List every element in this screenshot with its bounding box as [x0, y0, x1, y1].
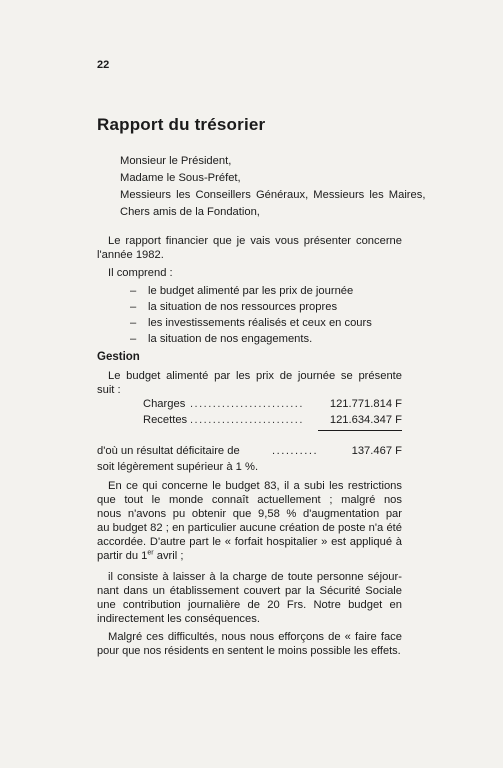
intro-comprend: Il comprend : — [108, 267, 173, 279]
forfait-line: il consiste à laisser à la charge de toute personne séjour- — [108, 571, 402, 583]
superieur-line: soit légèrement supérieur à 1 %. — [97, 461, 259, 473]
intro-line: l'année 1982. — [97, 249, 164, 261]
deficit-amount: 137.467 F — [351, 445, 402, 457]
closing-line: pour que nos résidents en sentent le moins possible les effets. — [97, 645, 401, 657]
list-item: la situation de nos ressources propres — [148, 301, 338, 313]
page-number: 22 — [97, 59, 110, 71]
recettes-amount: 121.634.347 F — [329, 414, 402, 426]
date-text: partir du 1 — [97, 550, 148, 562]
budget83-line-last — [97, 550, 183, 563]
section-heading-gestion: Gestion — [97, 351, 140, 363]
list-item: les investissements réalisés et ceux en cours — [148, 317, 372, 329]
recettes-label: Recettes — [143, 414, 188, 426]
budget83-line: au budget 82 ; en particulier aucune création de poste n'a été — [97, 522, 402, 534]
forfait-line: une contribution journalière de 20 Frs. Notre budget en — [97, 599, 402, 611]
budget83-line: En ce qui concerne le budget 83, il a subi les restrictions — [108, 480, 402, 492]
salutation-line: Chers amis de la Fondation, — [120, 206, 260, 218]
leader-dots: ......................... — [190, 414, 304, 426]
salutation-line: Madame le Sous-Préfet, — [120, 172, 241, 184]
charges-label: Charges — [143, 398, 186, 410]
sum-rule — [318, 430, 402, 431]
gestion-line: Le budget alimenté par les prix de journée se présente — [108, 370, 402, 382]
list-dash: – — [130, 317, 137, 329]
charges-amount: 121.771.814 F — [329, 398, 402, 410]
list-dash: – — [130, 333, 137, 345]
list-dash: – — [130, 301, 137, 313]
budget83-line: accordée. D'autre part le « forfait hospitalier » est appliqué à — [97, 536, 402, 548]
forfait-line: indirectement les conséquences. — [97, 613, 260, 625]
budget83-line: que tout le monde connaît actuellement ; malgré nos — [97, 494, 402, 506]
closing-line: Malgré ces difficultés, nous nous efforçons de « faire face — [108, 631, 402, 643]
list-dash: – — [130, 285, 137, 297]
date-text-end: avril ; — [153, 550, 184, 562]
list-item: le budget alimenté par les prix de journée — [148, 285, 354, 297]
deficit-label: d'où un résultat déficitaire de — [97, 445, 240, 457]
budget83-line: nous n'avons pu obtenir que 9,58 % d'augmentation par — [97, 508, 402, 520]
forfait-line: nant dans un établissement couvert par la Sécurité Sociale — [97, 585, 402, 597]
gestion-line: suit : — [97, 384, 121, 396]
deficit-dots: .......... — [272, 445, 319, 457]
intro-line: Le rapport financier que je vais vous présenter concerne — [108, 235, 402, 247]
list-item: la situation de nos engagements. — [148, 333, 313, 345]
salutation-line: Monsieur le Président, — [120, 155, 232, 167]
salutation-line: Messieurs les Conseillers Généraux, Messieurs les Maires, — [120, 189, 426, 201]
leader-dots: ......................... — [190, 398, 304, 410]
ordinal-superscript: er — [147, 549, 154, 557]
page-title: Rapport du trésorier — [97, 115, 266, 134]
